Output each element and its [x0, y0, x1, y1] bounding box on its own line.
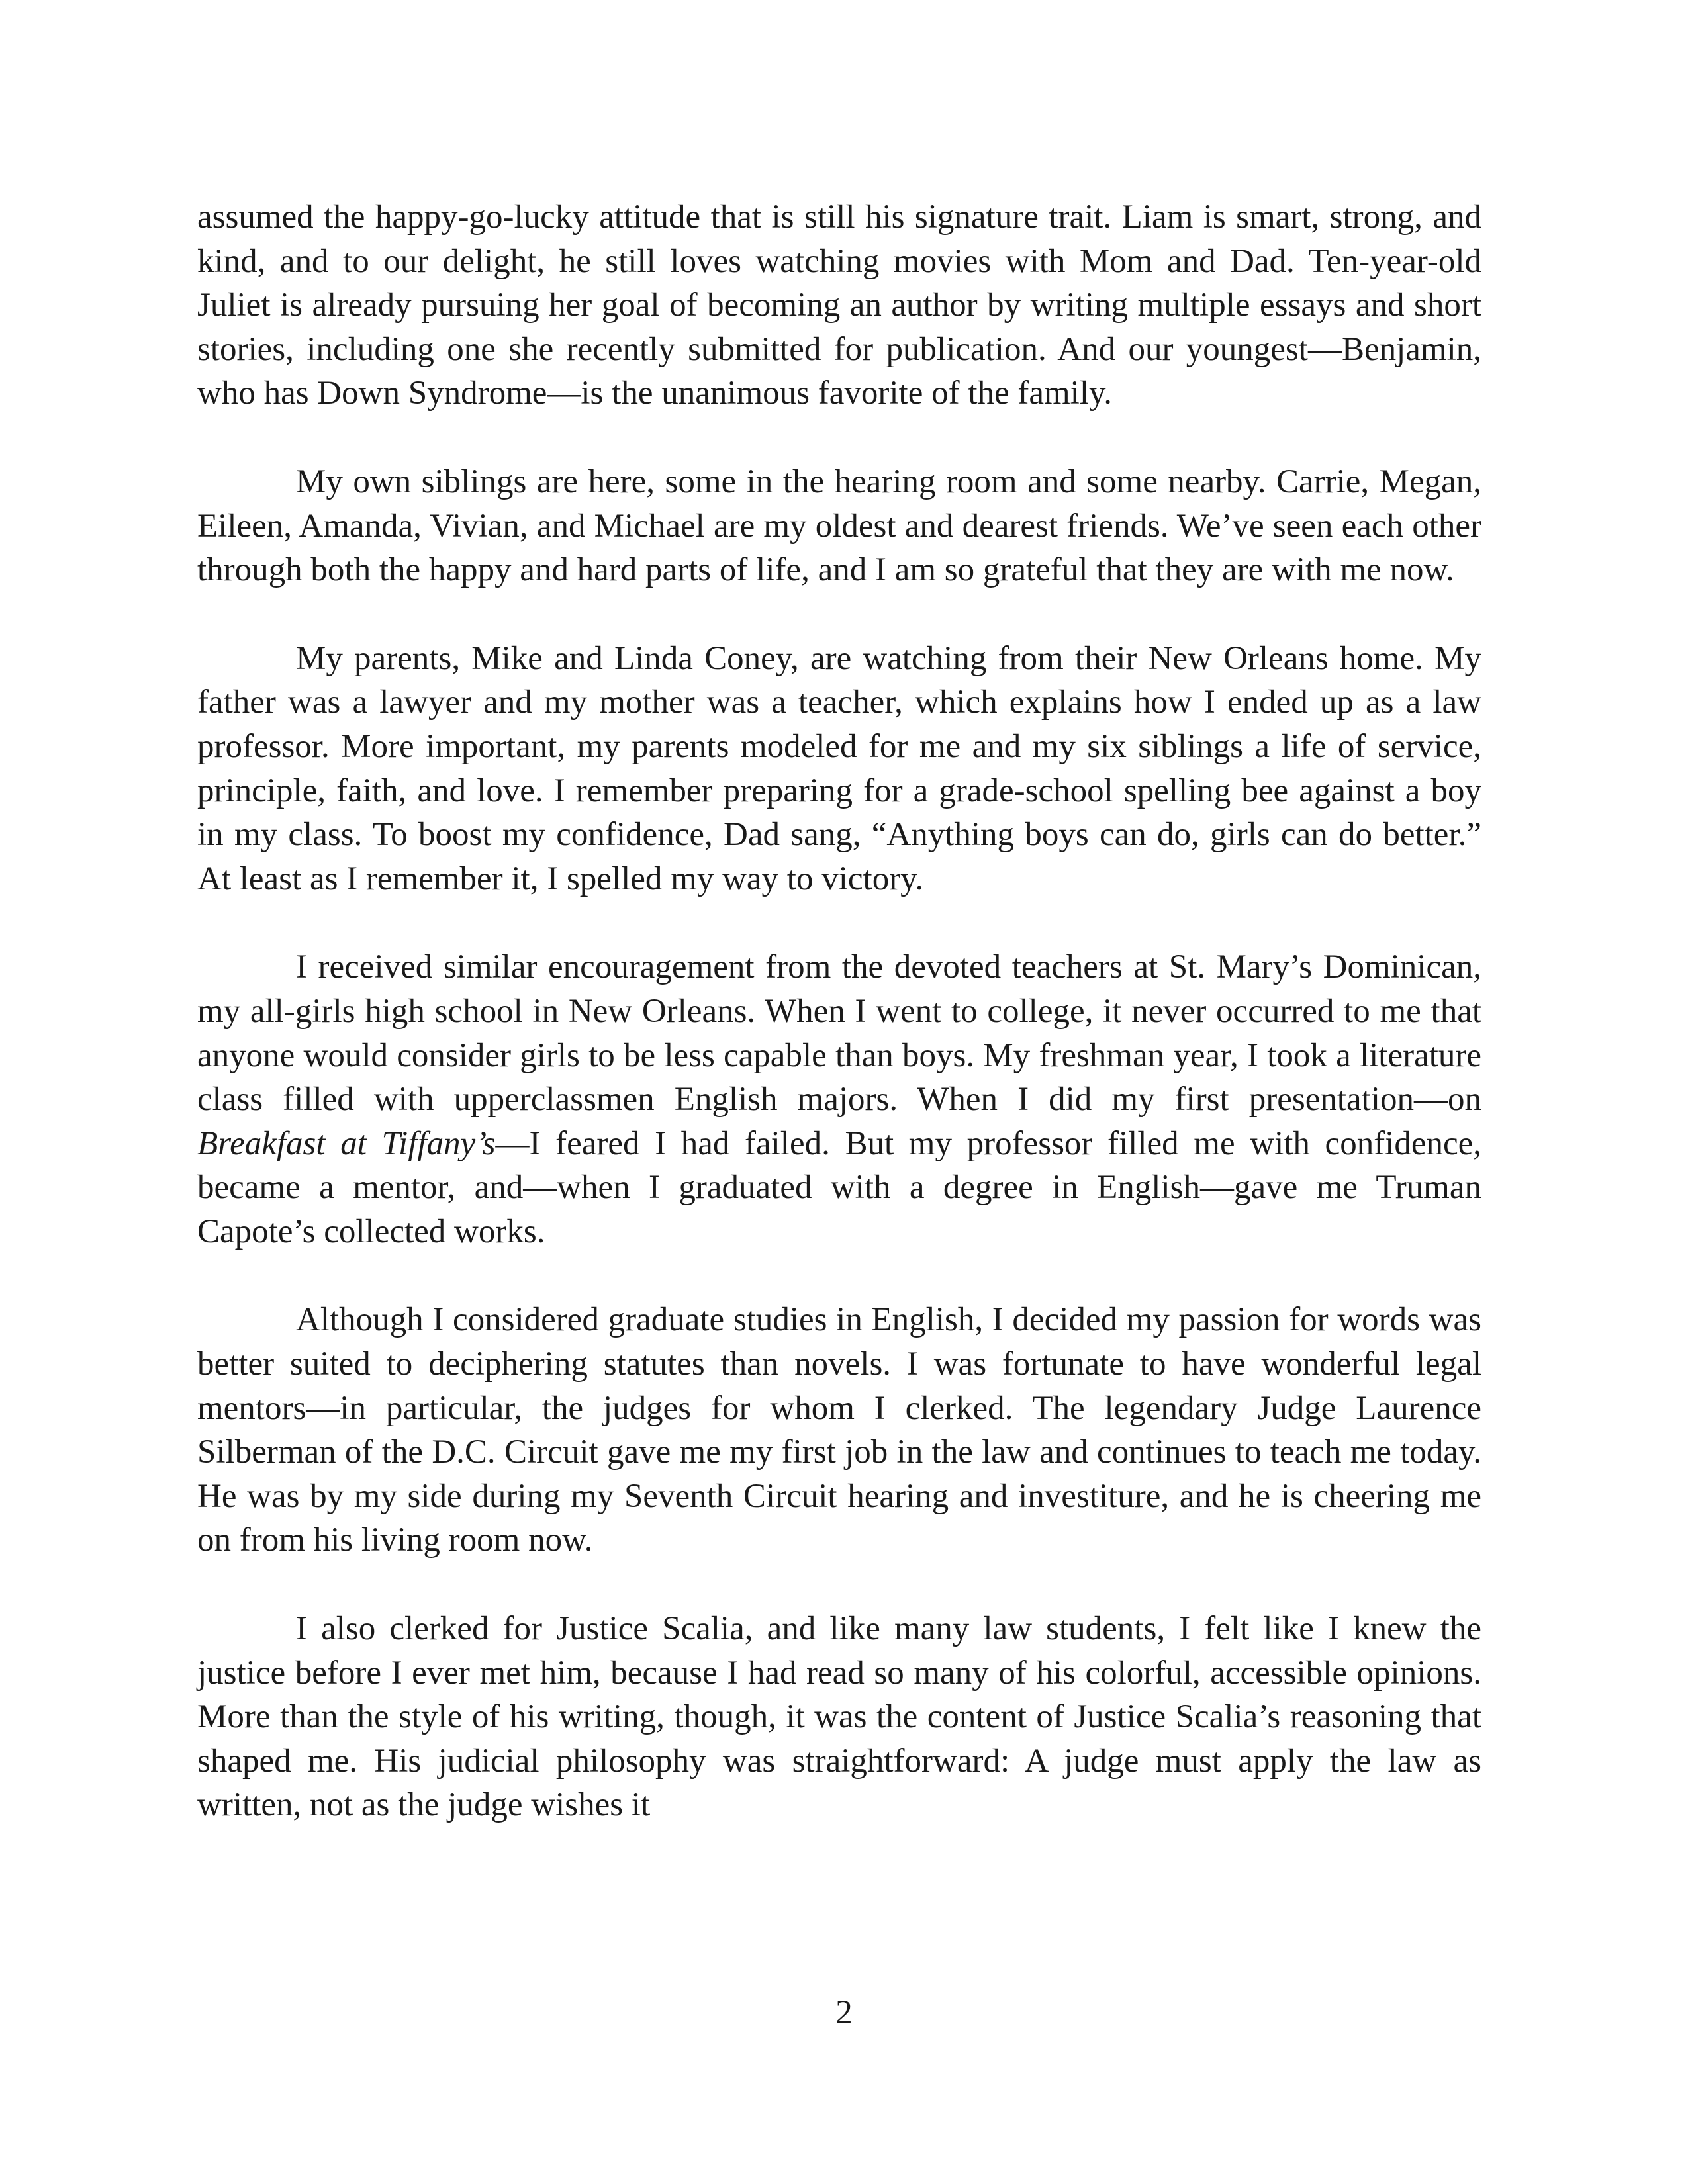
paragraph-1	[197, 195, 1481, 416]
paragraph-1-text: assumed the happy-go-lucky attitude that is still his signature trait. Liam is smart, strong, and kind, and to our delight, he still loves watching movies with Mom and Dad. Ten-year-old Juliet is already pursuing her goal of becoming an author by writing multiple essays and short stories, including one she recently submitted for publication. And our youngest—Benjamin, who has Down Syndrome—is the unanimous favorite of the family.	[197, 199, 1481, 412]
paragraph-6	[197, 1607, 1481, 1827]
paragraph-3	[197, 637, 1481, 901]
paragraph-2	[197, 460, 1481, 592]
paragraph-5-text: Although I considered graduate studies in English, I decided my passion for words was better suited to deciphering statutes than novels. I was fortunate to have wonderful legal mentors—in particular, the judges for whom I clerked. The legendary Judge Laurence Silberman of the D.C. Circuit gave me my first job in the law and continues to teach me today. He was by my side during my Seventh Circuit hearing and investiture, and he is cheering me on from his living room now.	[197, 1301, 1481, 1559]
paragraph-4-text-a: I received similar encouragement from the devoted teachers at St. Mary’s Dominican, my all-girls high school in New Orleans. When I went to college, it never occurred to me that anyone would consider girls to be less capable than boys. My freshman year, I took a literature class filled with upperclassmen English majors. When I did my first presentation—on	[197, 948, 1481, 1118]
book-title: Breakfast at Tiffany’s	[197, 1124, 496, 1162]
paragraph-3-text: My parents, Mike and Linda Coney, are watching from their New Orleans home. My father was a lawyer and my mother was a teacher, which explains how I ended up as a law professor. More important, my parents modeled for me and my six siblings a life of service, principle, faith, and love. I remember preparing for a grade-school spelling bee against a boy in my class. To boost my confidence, Dad sang, “Anything boys can do, girls can do better.” At least as I remember it, I spelled my way to victory.	[197, 639, 1481, 897]
paragraph-6-text: I also clerked for Justice Scalia, and like many law students, I felt like I knew the justice before I ever met him, because I had read so many of his colorful, accessible opinions. More than the style of his writing, though, it was the content of Justice Scalia’s reasoning that shaped me. His judicial philosophy was straightforward: A judge must apply the law as written, not as the judge wishes it	[197, 1610, 1481, 1824]
paragraph-4-text-b: —I feared I had failed. But my professor filled me with confidence, became a mentor, and—when I graduated with a degree in English—gave me Truman Capote’s collected works.	[197, 1124, 1481, 1250]
paragraph-4	[197, 945, 1481, 1253]
paragraph-5	[197, 1298, 1481, 1563]
paragraph-2-text: My own siblings are here, some in the hearing room and some nearby. Carrie, Megan, Eileen, Amanda, Vivian, and Michael are my oldest and dearest friends. We’ve seen each other through both the happy and hard parts of life, and I am so grateful that they are with me now.	[197, 463, 1481, 589]
document-body	[197, 195, 1481, 1872]
page-number: 2	[835, 1994, 853, 2031]
